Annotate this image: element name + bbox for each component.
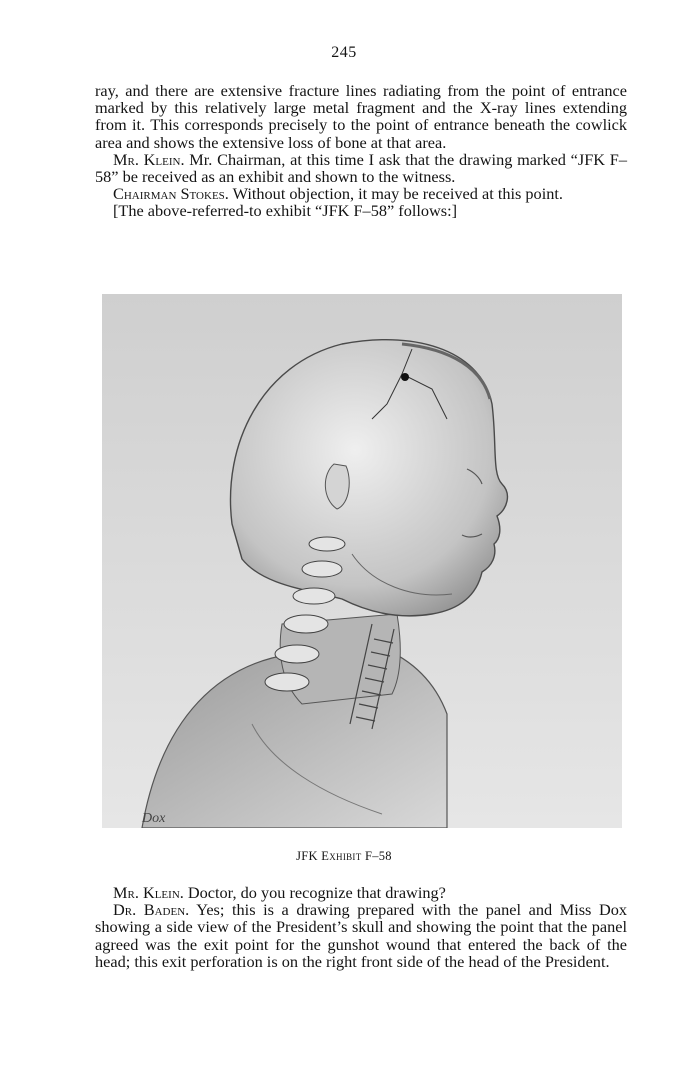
skull-side-view-illustration bbox=[102, 294, 622, 828]
page-number: 245 bbox=[331, 44, 357, 61]
testimony-top bbox=[95, 82, 627, 220]
paragraph bbox=[95, 151, 627, 185]
speech-text: Mr. Chairman, at this time I ask that the drawing marked “JFK F–58” be received as an exhibit and shown to the witness. bbox=[95, 149, 628, 187]
paragraph bbox=[95, 185, 627, 202]
paragraph bbox=[95, 884, 627, 901]
speech-text: Doctor, do you recognize that drawing? bbox=[183, 883, 446, 902]
paragraph: ray, and there are extensive fracture lines radiating from the point of entrance marked by this relatively large metal fragment and the X-ray lines extending from it. This corresponds precisely to the point of entrance beneath the cowlick area and shows the extensive loss of bone at that area. bbox=[95, 81, 627, 152]
speaker-name: Mr. Klein. bbox=[113, 883, 184, 902]
paragraph bbox=[95, 901, 627, 970]
exhibit-note: [The above-referred-to exhibit “JFK F–58” follows:] bbox=[113, 201, 458, 221]
figure-caption: JFK Exhibit F–58 bbox=[296, 849, 392, 863]
speech-text: Without objection, it may be received at this point. bbox=[228, 184, 563, 204]
speaker-name: Mr. Klein. bbox=[113, 149, 185, 169]
testimony-bottom bbox=[95, 884, 627, 970]
speaker-name: Dr. Baden. bbox=[113, 900, 190, 920]
speech-text: Yes; this is a drawing prepared with the panel and Miss Dox showing a side view of the President’s skull and showing the point that the panel agreed was the exit point for the gunshot wound that entered the back of the head; this exit perforation is on the right front side of the head of the President. bbox=[95, 900, 628, 971]
artist-signature: Dox bbox=[142, 811, 166, 826]
exit-wound-marker bbox=[401, 373, 409, 381]
exhibit-drawing bbox=[102, 294, 622, 828]
speaker-name: Chairman Stokes. bbox=[113, 184, 229, 204]
